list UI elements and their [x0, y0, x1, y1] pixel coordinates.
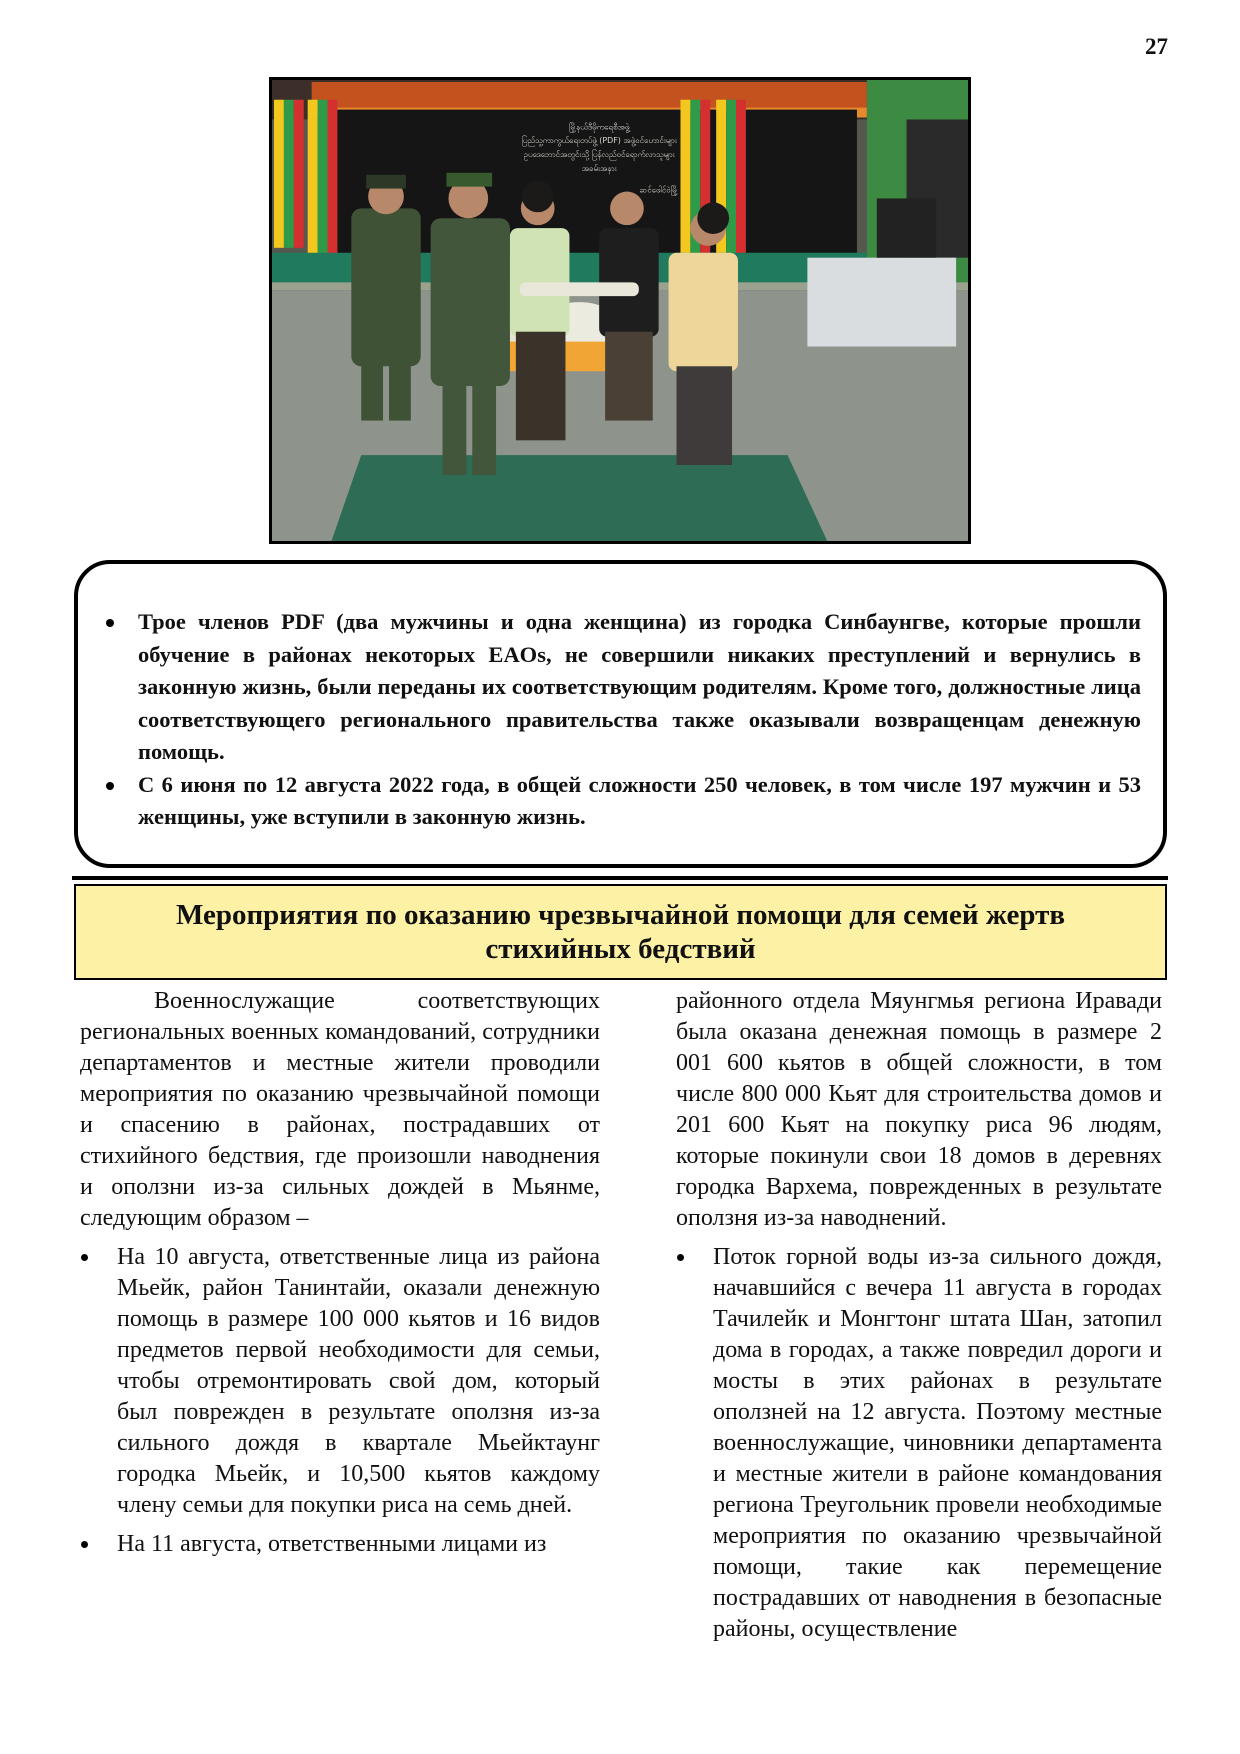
right-bullet-list [676, 1242, 1162, 1645]
bullet-icon [81, 1541, 88, 1548]
banner-line-4: အခမ်းအနား [581, 163, 617, 173]
bullet-icon [677, 1254, 684, 1261]
page-number: 27 [1145, 34, 1168, 59]
summary-item-text: Трое членов PDF (два мужчины и одна женщина) из городка Синбаунгве, которые прошли обучение в районах некоторых EAOs, не совершили никаких преступлений и вернулись в законную жизнь, были переданы их соответствующим родителям. Кроме того, должностные лица соответствующего регионального правительства также оказывали возвращенцам денежную помощь. [138, 609, 1141, 764]
horizontal-divider [72, 876, 1168, 880]
photo-illustration [272, 80, 968, 541]
banner-line-3: ဥပဒေဘောင်အတွင်းသို့ ပြန်လည်ဝင်ရောက်လာသူများ [523, 150, 675, 159]
left-bullet-list [80, 1242, 600, 1560]
banner-line-1: မြို့နယ်ဒီမိုကရေစီအဖွဲ့ [568, 122, 630, 132]
summary-item [98, 769, 1141, 834]
bullet-icon [81, 1254, 88, 1261]
summary-item-text: С 6 июня по 12 августа 2022 года, в общей сложности 250 человек, в том числе 197 мужчин и 53 женщины, уже вступили в законную жизнь. [138, 771, 1141, 829]
section-heading-banner [74, 884, 1167, 980]
summary-list [98, 606, 1141, 834]
list-item [80, 1529, 600, 1560]
list-item [80, 1242, 600, 1521]
intro-paragraph: Военнослужащие соответствующих региональных военных командований, сотрудники департаментов и местные жители проводили мероприятия по оказанию чрезвычайной помощи и спасению в районах, пострадавших от стихийного бедствия, где произошли наводнения и оползни из-за сильных дождей в Мьянме, следующим образом – [80, 988, 600, 1231]
floor-carpet [331, 455, 827, 541]
list-item-text: Поток горной воды из-за сильного дождя, начавшийся с вечера 11 августа в городах Тачилейк и Монгтонг штата Шан, затопил дома в городах, а также повредил дороги и мосты в этих районах в результате оползней на 12 августа. Поэтому местные военнослужащие, чиновники департамента и местные жители в районе командования региона Треугольник провели необходимые мероприятия по оказанию чрезвычайной помощи, такие как перемещение пострадавших от наводнения в безопасные районы, осуществление [713, 1244, 1162, 1642]
summary-item [98, 606, 1141, 769]
bullet-icon [106, 782, 114, 790]
left-column [80, 986, 600, 1560]
section-title: Мероприятия по оказанию чрезвычайной помощи для семей жертв стихийных бедствий [175, 899, 1066, 965]
right-column [676, 986, 1162, 1645]
bullet-icon [106, 619, 114, 627]
banner-line-5: ဆင်ဖေါင်ဝဲမြို့ [639, 185, 678, 195]
continuation-paragraph: районного отдела Мяунгмья региона Иравади была оказана денежная помощь в размере 2 001 600 кьятов в общей сложности, в том числе 800 000 Кьят для строительства домов и 201 600 Кьят на покупку риса 96 людям, которые покинули свои 18 домов в деревнях городка Вархема, поврежденных в результате оползня из-за наводнений. [676, 988, 1162, 1231]
event-photo [269, 77, 971, 544]
list-item-text: На 10 августа, ответственные лица из района Мьейк, район Танинтайи, оказали денежную помощь в размере 100 000 кьятов и 16 видов предметов первой необходимости для семьи, чтобы отремонтировать свой дом, который был поврежден в результате оползня из-за сильного дождя в квартале Мьейктаунг городка Мьейк, и 10,500 кьятов каждому члену семьи для покупки риса на семь дней. [117, 1244, 600, 1518]
list-item [676, 1242, 1162, 1645]
banner-line-2: ပြည်သူ့ကာကွယ်ရေးတပ်ဖွဲ့ (PDF) အဖွဲ့ဝင်ဟောင်းများ [521, 136, 677, 146]
list-item-text: На 11 августа, ответственными лицами из [117, 1531, 547, 1557]
summary-box [74, 560, 1167, 868]
gift-tray [520, 282, 639, 296]
